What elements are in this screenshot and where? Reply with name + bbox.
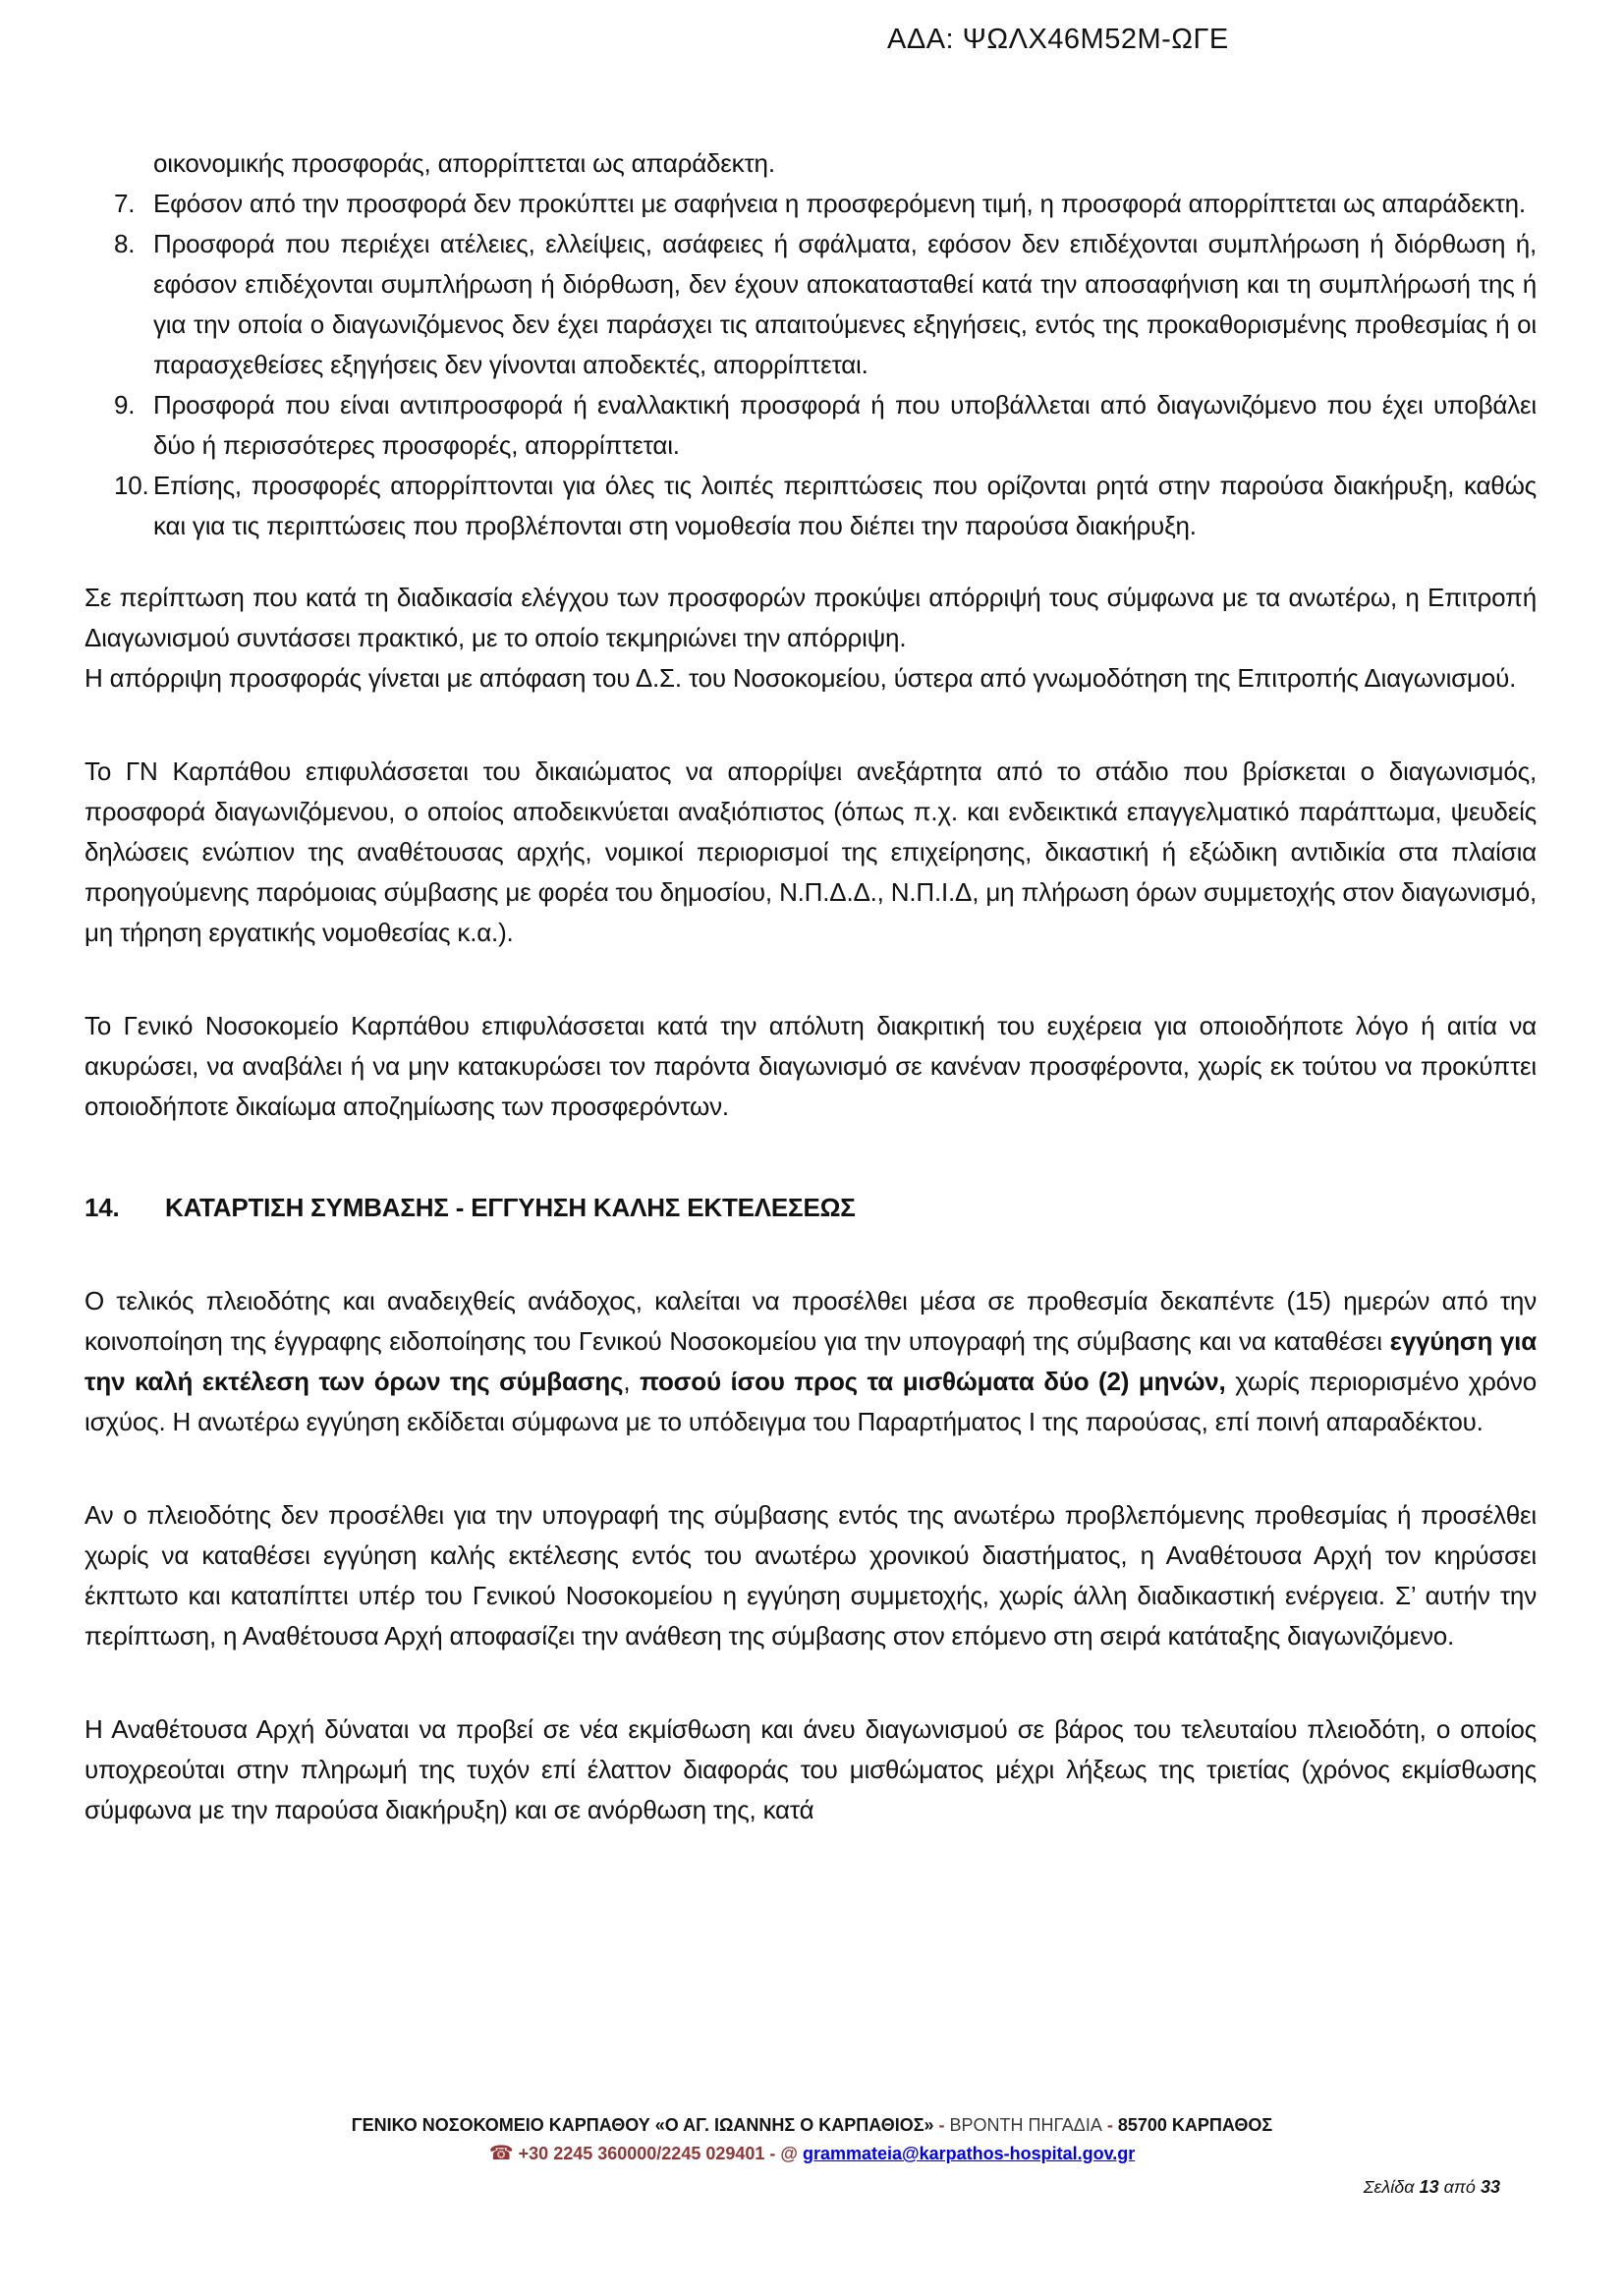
footer-hospital-name: ΓΕΝΙΚΟ ΝΟΣΟΚΟΜΕΙΟ ΚΑΡΠΑΘΟΥ «Ο ΑΓ. ΙΩΑΝΝΗΣ Ο ΚΑΡΠΑΘΙΟΣ» bbox=[351, 2115, 934, 2135]
page-number-prefix: Σελίδα bbox=[1363, 2177, 1415, 2197]
list-number-10: 10. bbox=[114, 471, 149, 500]
section-heading-14 bbox=[84, 1188, 1537, 1228]
guarantee-seg-2-bold: εγγύηση για την καλή εκτέλεση των όρων της σύμβασης bbox=[84, 1326, 1537, 1396]
paragraph-continuation: οικονομικής προσφοράς, απορρίπτεται ως απαράδεκτη. bbox=[153, 148, 775, 178]
footer-location: ΒΡΟΝΤΗ ΠΗΓΑΔΙΑ bbox=[949, 2115, 1102, 2135]
page-number-total: 33 bbox=[1480, 2177, 1500, 2197]
page-number bbox=[1364, 2177, 1500, 2198]
footer-dash-2: - bbox=[1101, 2115, 1118, 2135]
page-number-of: από bbox=[1443, 2177, 1476, 2197]
paragraph-rejection-1: Σε περίπτωση που κατά τη διαδικασία ελέγχου των προσφορών προκύψει απόρριψή τους σύμφωνα με τα ανωτέρω, η Επιτροπή Διαγωνισμού συντάσσει πρακτικό, με το οποίο τεκμηριώνει την απόρριψη. bbox=[84, 583, 1537, 652]
list-text-10: Επίσης, προσφορές απορρίπτονται για όλες τις λοιπές περιπτώσεις που ορίζονται ρητά στην παρούσα διακήρυξη, καθώς και για τις περιπτώσεις που προβλέπονται στη νομοθεσία που διέπει την παρούσα διακήρυξη. bbox=[153, 471, 1537, 540]
page-footer bbox=[0, 2112, 1624, 2167]
paragraph-rejection-2: Η απόρριψη προσφοράς γίνεται με απόφαση του Δ.Σ. του Νοσοκομείου, ύστερα από γνωμοδότηση της Επιτροπής Διαγωνισμού. bbox=[84, 663, 1517, 693]
footer-phone-numbers: +30 2245 360000/2245 029401 - bbox=[513, 2144, 781, 2163]
list-item-10 bbox=[84, 466, 1537, 546]
paragraph-reservation: Το ΓΝ Καρπάθου επιφυλάσσεται του δικαιώματος να απορρίψει ανεξάρτητα από το στάδιο που βρίσκεται ο διαγωνισμός, προσφορά διαγωνιζόμενου, ο οποίος αποδεικνύεται αναξιόπιστος (όπως π.χ. και ενδεικτικά επαγγελματικό παράπτωμα, ψευδείς δηλώσεις ενώπιον της αναθέτουσας αρχής, νομικοί περιορισμοί της επιχείρησης, δικαστική ή εξώδικη αντιδικία στα πλαίσια προηγούμενης παρόμοιας σύμβασης με φορέα του δημοσίου, Ν.Π.Δ.Δ., Ν.Π.Ι.Δ, μη πλήρωση όρων συμμετοχής στον διαγωνισμό, μη τήρηση εργατικής νομοθεσίας κ.α.). bbox=[84, 756, 1537, 947]
list-number-9: 9. bbox=[114, 390, 136, 420]
phone-icon: ☎ bbox=[488, 2143, 514, 2164]
section-number: 14. bbox=[84, 1193, 120, 1222]
paragraph-forfeit: Αν ο πλειοδότης δεν προσέλθει για την υπογραφή της σύμβασης εντός της ανωτέρω προβλεπόμενης προθεσμίας ή προσέλθει χωρίς να καταθέσει εγγύηση καλής εκτέλεσης εντός του ανωτέρω χρονικού διαστήματος, η Αναθέτουσα Αρχή τον κηρύσσει έκπτωτο και καταπίπτει υπέρ του Γενικού Νοσοκομείου η εγγύηση συμμετοχής, χωρίς άλλη διαδικαστική ενέργεια. Σ’ αυτήν την περίπτωση, η Αναθέτουσα Αρχή αποφασίζει την ανάθεση της σύμβασης στον επόμενο στη σειρά κατάταξης διαγωνιζόμενο. bbox=[84, 1500, 1537, 1651]
footer-address-line bbox=[0, 2112, 1624, 2139]
list-text-7: Εφόσον από την προσφορά δεν προκύπτει με σαφήνεια η προσφερόμενη τιμή, η προσφορά απορρίπτεται ως απαράδεκτη. bbox=[153, 189, 1526, 218]
at-icon: @ bbox=[780, 2144, 803, 2163]
list-number-8: 8. bbox=[114, 229, 136, 258]
list-text-9: Προσφορά που είναι αντιπροσφορά ή εναλλακτική προσφορά ή που υποβάλλεται από διαγωνιζόμενο που έχει υποβάλει δύο ή περισσότερες προσφορές, απορρίπτεται. bbox=[153, 390, 1537, 460]
list-item-8 bbox=[84, 224, 1537, 385]
paragraph-cancellation: Το Γενικό Νοσοκομείο Καρπάθου επιφυλάσσεται κατά την απόλυτη διακριτική του ευχέρεια για οποιοδήποτε λόγο ή αιτία να ακυρώσει, να αναβάλει ή να μην κατακυρώσει τον παρόντα διαγωνισμό σε κανέναν προσφέροντα, χωρίς εκ τούτου να προκύπτει οποιοδήποτε δικαίωμα αποζημίωσης των προσφερόντων. bbox=[84, 1011, 1537, 1121]
guarantee-seg-3: , bbox=[623, 1367, 641, 1396]
footer-postal-code: 85700 ΚΑΡΠΑΘΟΣ bbox=[1117, 2115, 1273, 2135]
footer-dash-1: - bbox=[933, 2115, 950, 2135]
paragraph-relet: Η Αναθέτουσα Αρχή δύναται να προβεί σε νέα εκμίσθωση και άνευ διαγωνισμού σε βάρος του τελευταίου πλειοδότη, ο οποίος υποχρεούται στην πληρωμή της τυχόν επί έλαττον διαφοράς του μισθώματος μέχρι λήξεως της τριετίας (χρόνος εκμίσθωσης σύμφωνα με την παρούσα διακήρυξη) και σε ανόρθωση της, κατά bbox=[84, 1714, 1537, 1824]
guarantee-seg-4-bold: ποσού ίσου προς τα μισθώματα δύο (2) μηνών, bbox=[640, 1367, 1226, 1396]
ada-code-header: ΑΔΑ: ΨΩΛΧ46Μ52Μ-ΩΓΕ bbox=[887, 24, 1229, 55]
paragraph-guarantee bbox=[84, 1281, 1537, 1442]
list-item-9 bbox=[84, 385, 1537, 466]
list-item-7 bbox=[84, 184, 1537, 224]
guarantee-seg-1: Ο τελικός πλειοδότης και αναδειχθείς ανάδοχος, καλείται να προσέλθει μέσα σε προθεσμία δεκαπέντε (15) ημερών από την κοινοποίηση της έγγραφης ειδοποίησης του Γενικού Νοσοκομείου για την υπογραφή της σύμβασης και να καταθέσει bbox=[84, 1286, 1537, 1356]
email-link[interactable]: grammateia@karpathos-hospital.gov.gr bbox=[802, 2144, 1136, 2163]
document-body bbox=[84, 143, 1537, 1830]
page-number-current: 13 bbox=[1419, 2177, 1439, 2197]
section-title: ΚΑΤΑΡΤΙΣΗ ΣΥΜΒΑΣΗΣ - ΕΓΓΥΗΣΗ ΚΑΛΗΣ ΕΚΤΕΛΕΣΕΩΣ bbox=[165, 1193, 856, 1222]
list-number-7: 7. bbox=[114, 189, 136, 218]
footer-contact-line bbox=[0, 2141, 1624, 2167]
list-text-8: Προσφορά που περιέχει ατέλειες, ελλείψεις, ασάφειες ή σφάλματα, εφόσον δεν επιδέχονται συμπλήρωση ή διόρθωση ή, εφόσον επιδέχονται συμπλήρωση ή διόρθωση, δεν έχουν αποκατασταθεί κατά την αποσαφήνιση και τη συμπλήρωσή της ή για την οποία ο διαγωνιζόμενος δεν έχει παράσχει τις απαιτούμενες εξηγήσεις, εντός της προκαθορισμένης προθεσμίας ή οι παρασχεθείσες εξηγήσεις δεν γίνονται αποδεκτές, απορρίπτεται. bbox=[153, 229, 1537, 379]
guarantee-seg-5: χωρίς περιορισμένο χρόνο ισχύος. Η ανωτέρω εγγύηση εκδίδεται σύμφωνα με το υπόδειγμα του Παραρτήματος Ι της παρούσας, επί ποινή απαραδέκτου. bbox=[84, 1367, 1537, 1436]
